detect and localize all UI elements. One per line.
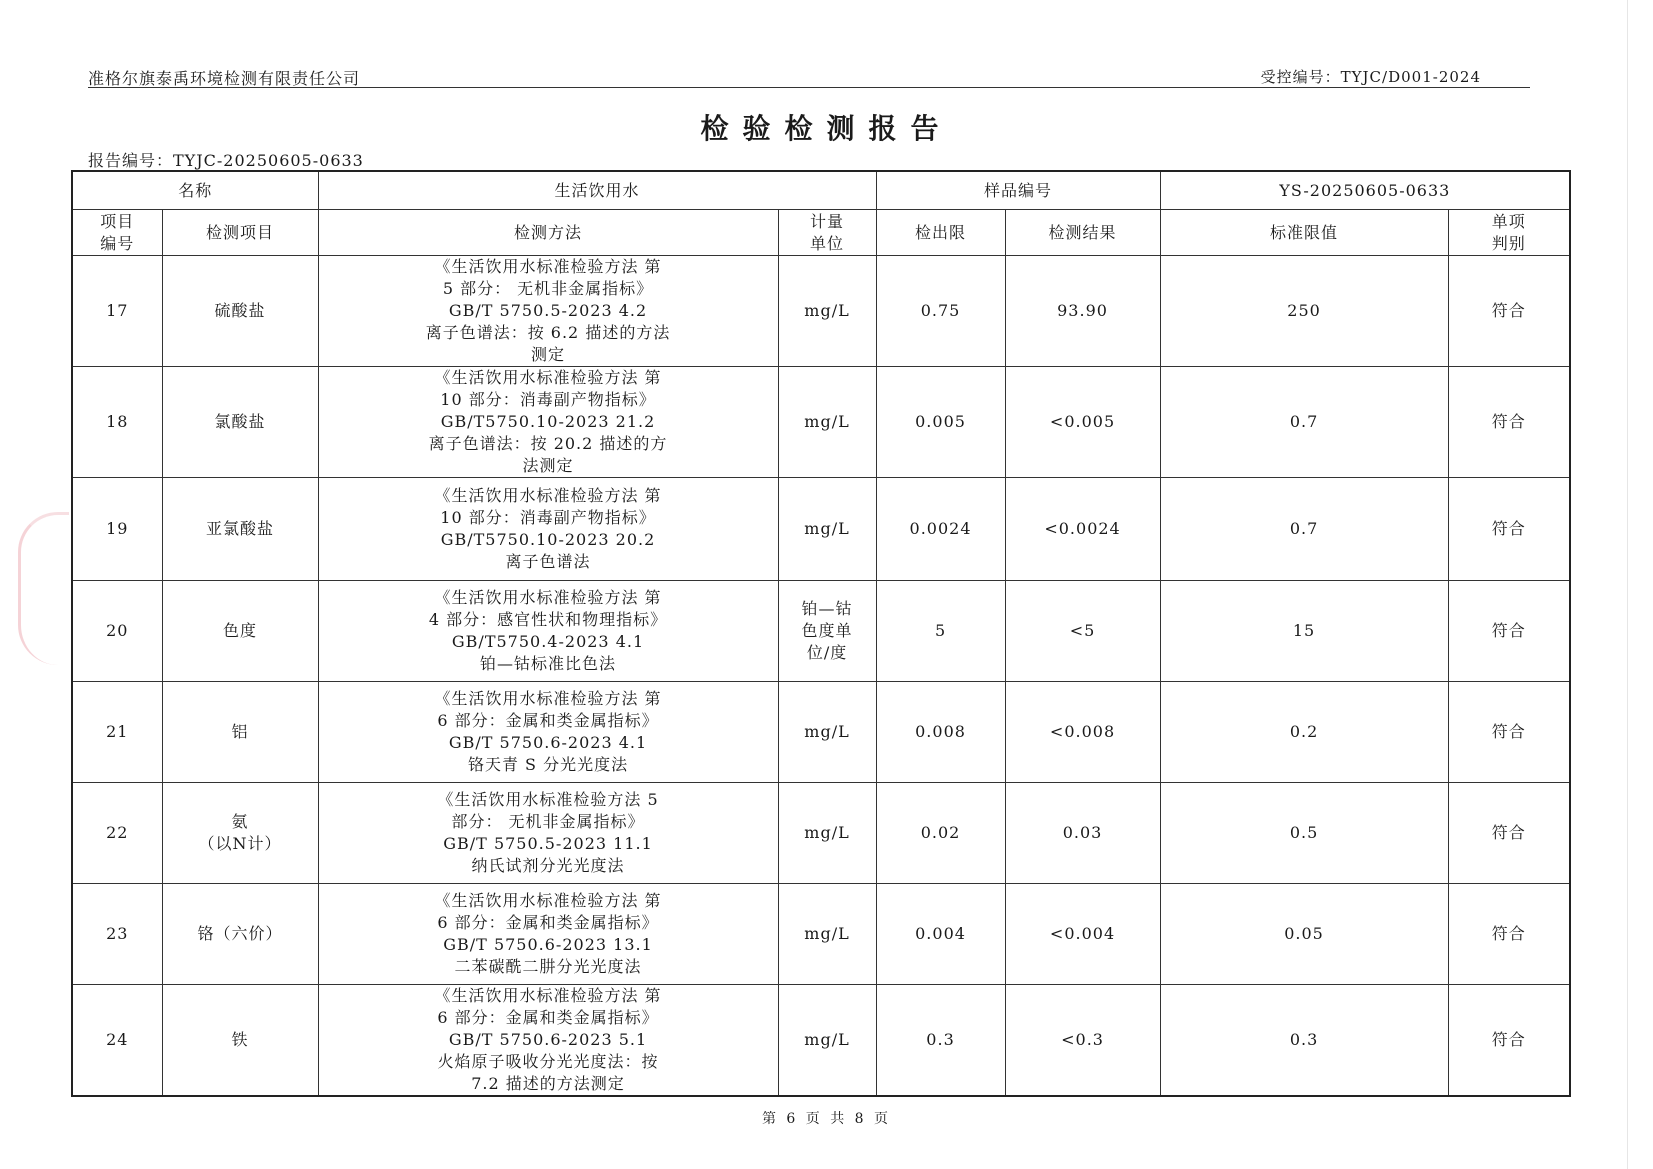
standard-cell: 0.5 bbox=[1160, 783, 1448, 884]
method-line: 《生活饮用水标准检验方法 第 bbox=[434, 891, 662, 910]
header-unit-line: 单位 bbox=[810, 233, 845, 253]
method-line: 火焰原子吸收分光光度法：按 bbox=[437, 1052, 659, 1071]
item-name-line: 铬（六价） bbox=[197, 924, 283, 943]
method-cell bbox=[318, 884, 778, 985]
method-line: 离子色谱法：按 20.2 描述的方 bbox=[428, 434, 668, 453]
limit-cell: 0.3 bbox=[876, 985, 1005, 1097]
unit-cell bbox=[778, 581, 876, 682]
judge-cell: 符合 bbox=[1448, 581, 1570, 682]
standard-cell: 15 bbox=[1160, 581, 1448, 682]
header-unit bbox=[778, 210, 876, 256]
header-limit: 检出限 bbox=[876, 210, 1005, 256]
judge-cell: 符合 bbox=[1448, 783, 1570, 884]
limit-cell: 0.75 bbox=[876, 256, 1005, 367]
page-edge bbox=[1627, 0, 1628, 1169]
unit-line: mg/L bbox=[804, 519, 850, 538]
method-cell bbox=[318, 367, 778, 478]
item-name-cell bbox=[162, 256, 318, 367]
method-line: 部分： 无机非金属指标》 bbox=[451, 812, 645, 831]
method-cell bbox=[318, 985, 778, 1097]
method-line: 10 部分：消毒副产物指标》 bbox=[440, 508, 656, 527]
unit-cell bbox=[778, 783, 876, 884]
unit-line: mg/L bbox=[804, 1030, 850, 1049]
method-line: 7.2 描述的方法测定 bbox=[471, 1074, 625, 1093]
seal-stamp-partial bbox=[18, 512, 69, 665]
unit-cell bbox=[778, 985, 876, 1097]
method-line: 铂—钴标准比色法 bbox=[480, 654, 617, 673]
item-name-line: 亚氯酸盐 bbox=[206, 519, 275, 538]
report-number: 报告编号：TYJC-20250605-0633 bbox=[88, 151, 364, 170]
method-line: 6 部分：金属和类金属指标》 bbox=[437, 913, 659, 932]
unit-line: 铂—钴 bbox=[801, 599, 853, 618]
limit-cell: 0.02 bbox=[876, 783, 1005, 884]
method-cell bbox=[318, 682, 778, 783]
judge-cell: 符合 bbox=[1448, 682, 1570, 783]
method-line: GB/T5750.10-2023 21.2 bbox=[440, 412, 656, 431]
name-value: 生活饮用水 bbox=[318, 171, 876, 210]
method-cell bbox=[318, 783, 778, 884]
method-line: 《生活饮用水标准检验方法 5 bbox=[437, 790, 659, 809]
unit-cell bbox=[778, 682, 876, 783]
method-line: GB/T 5750.5-2023 4.2 bbox=[448, 301, 648, 320]
item-no-cell: 18 bbox=[72, 367, 162, 478]
method-line: GB/T 5750.6-2023 13.1 bbox=[443, 935, 653, 954]
limit-cell: 0.005 bbox=[876, 367, 1005, 478]
item-name-line: 硫酸盐 bbox=[214, 301, 266, 320]
item-name-cell bbox=[162, 985, 318, 1097]
table-row bbox=[72, 985, 1570, 1097]
method-line: 《生活饮用水标准检验方法 第 bbox=[434, 257, 662, 276]
result-cell: <0.008 bbox=[1005, 682, 1160, 783]
sample-value: YS-20250605-0633 bbox=[1160, 171, 1570, 210]
header-unit-line: 计量 bbox=[810, 211, 845, 231]
result-cell: 0.03 bbox=[1005, 783, 1160, 884]
limit-cell: 0.004 bbox=[876, 884, 1005, 985]
sample-label: 样品编号 bbox=[876, 171, 1160, 210]
header-judge-line: 判别 bbox=[1491, 233, 1526, 253]
method-line: 《生活饮用水标准检验方法 第 bbox=[434, 588, 662, 607]
method-line: 10 部分：消毒副产物指标》 bbox=[440, 390, 656, 409]
company-name: 准格尔旗泰禹环境检测有限责任公司 bbox=[88, 69, 361, 88]
method-line: 6 部分：金属和类金属指标》 bbox=[437, 1008, 659, 1027]
method-line: GB/T 5750.6-2023 4.1 bbox=[448, 733, 648, 752]
item-name-line: 氯酸盐 bbox=[214, 412, 266, 431]
page-title: 检验检测报告 bbox=[700, 112, 953, 145]
item-name-cell bbox=[162, 682, 318, 783]
unit-line: 色度单 bbox=[801, 621, 853, 640]
unit-cell bbox=[778, 884, 876, 985]
limit-cell: 5 bbox=[876, 581, 1005, 682]
standard-cell: 0.3 bbox=[1160, 985, 1448, 1097]
results-table bbox=[71, 170, 1571, 1097]
method-line: GB/T5750.10-2023 20.2 bbox=[440, 530, 656, 549]
unit-line: mg/L bbox=[804, 722, 850, 741]
table-header-row bbox=[72, 210, 1570, 256]
method-line: GB/T 5750.5-2023 11.1 bbox=[443, 834, 653, 853]
method-line: 《生活饮用水标准检验方法 第 bbox=[434, 486, 662, 505]
standard-cell: 250 bbox=[1160, 256, 1448, 367]
standard-cell: 0.05 bbox=[1160, 884, 1448, 985]
table-row bbox=[72, 367, 1570, 478]
item-name-cell bbox=[162, 581, 318, 682]
table-row bbox=[72, 884, 1570, 985]
header-item: 检测项目 bbox=[162, 210, 318, 256]
item-name-cell bbox=[162, 367, 318, 478]
unit-line: mg/L bbox=[804, 823, 850, 842]
header-divider bbox=[88, 87, 1530, 88]
item-name-line: 氨 bbox=[231, 812, 249, 831]
header-method: 检测方法 bbox=[318, 210, 778, 256]
method-line: 二苯碳酰二肼分光光度法 bbox=[454, 957, 642, 976]
name-label: 名称 bbox=[72, 171, 318, 210]
limit-cell: 0.008 bbox=[876, 682, 1005, 783]
result-cell: <0.005 bbox=[1005, 367, 1160, 478]
standard-cell: 0.7 bbox=[1160, 367, 1448, 478]
method-line: 法测定 bbox=[522, 456, 574, 475]
table-row bbox=[72, 682, 1570, 783]
judge-cell: 符合 bbox=[1448, 884, 1570, 985]
standard-cell: 0.7 bbox=[1160, 478, 1448, 581]
table-row bbox=[72, 783, 1570, 884]
unit-line: mg/L bbox=[804, 924, 850, 943]
header-judge bbox=[1448, 210, 1570, 256]
header-result: 检测结果 bbox=[1005, 210, 1160, 256]
method-line: 《生活饮用水标准检验方法 第 bbox=[434, 368, 662, 387]
method-line: 4 部分：感官性状和物理指标》 bbox=[428, 610, 668, 629]
item-no-cell: 20 bbox=[72, 581, 162, 682]
item-name-cell bbox=[162, 783, 318, 884]
item-name-cell bbox=[162, 884, 318, 985]
method-line: 离子色谱法 bbox=[505, 552, 591, 571]
judge-cell: 符合 bbox=[1448, 367, 1570, 478]
header-item-no-line: 编号 bbox=[100, 233, 135, 253]
result-cell: <5 bbox=[1005, 581, 1160, 682]
method-cell bbox=[318, 581, 778, 682]
result-cell: 93.90 bbox=[1005, 256, 1160, 367]
item-no-cell: 23 bbox=[72, 884, 162, 985]
method-line: GB/T 5750.6-2023 5.1 bbox=[448, 1030, 648, 1049]
method-line: GB/T5750.4-2023 4.1 bbox=[451, 632, 645, 651]
result-cell: <0.3 bbox=[1005, 985, 1160, 1097]
item-no-cell: 19 bbox=[72, 478, 162, 581]
item-name-line: 色度 bbox=[223, 621, 258, 640]
judge-cell: 符合 bbox=[1448, 478, 1570, 581]
standard-cell: 0.2 bbox=[1160, 682, 1448, 783]
limit-cell: 0.0024 bbox=[876, 478, 1005, 581]
method-line: 测定 bbox=[531, 345, 566, 364]
header-judge-line: 单项 bbox=[1491, 211, 1526, 231]
method-line: 5 部分： 无机非金属指标》 bbox=[442, 279, 654, 298]
item-name-line: 铁 bbox=[231, 1030, 249, 1049]
unit-cell bbox=[778, 478, 876, 581]
method-cell bbox=[318, 256, 778, 367]
item-no-cell: 24 bbox=[72, 985, 162, 1097]
method-line: 《生活饮用水标准检验方法 第 bbox=[434, 986, 662, 1005]
header-item-no-line: 项目 bbox=[100, 211, 135, 231]
item-no-cell: 17 bbox=[72, 256, 162, 367]
method-line: 铬天青 S 分光光度法 bbox=[467, 755, 629, 774]
unit-cell bbox=[778, 367, 876, 478]
table-row bbox=[72, 256, 1570, 367]
item-no-cell: 21 bbox=[72, 682, 162, 783]
item-name-line: 铝 bbox=[231, 722, 249, 741]
page-footer: 第 6 页 共 8 页 bbox=[761, 1111, 892, 1127]
item-name-cell bbox=[162, 478, 318, 581]
result-cell: <0.004 bbox=[1005, 884, 1160, 985]
control-number: 受控编号：TYJC/D001-2024 bbox=[1260, 68, 1481, 86]
method-cell bbox=[318, 478, 778, 581]
method-line: 纳氏试剂分光光度法 bbox=[471, 856, 625, 875]
method-line: 6 部分：金属和类金属指标》 bbox=[437, 711, 659, 730]
header-standard: 标准限值 bbox=[1160, 210, 1448, 256]
judge-cell: 符合 bbox=[1448, 256, 1570, 367]
judge-cell: 符合 bbox=[1448, 985, 1570, 1097]
item-name-line: （以N计） bbox=[198, 834, 282, 853]
unit-line: mg/L bbox=[804, 301, 850, 320]
method-line: 离子色谱法：按 6.2 描述的方法 bbox=[425, 323, 671, 342]
method-line: 《生活饮用水标准检验方法 第 bbox=[434, 689, 662, 708]
table-row bbox=[72, 581, 1570, 682]
unit-line: 位/度 bbox=[806, 643, 848, 662]
table-top-row bbox=[72, 171, 1570, 210]
unit-cell bbox=[778, 256, 876, 367]
unit-line: mg/L bbox=[804, 412, 850, 431]
table-row bbox=[72, 478, 1570, 581]
result-cell: <0.0024 bbox=[1005, 478, 1160, 581]
item-no-cell: 22 bbox=[72, 783, 162, 884]
header-item-no bbox=[72, 210, 162, 256]
